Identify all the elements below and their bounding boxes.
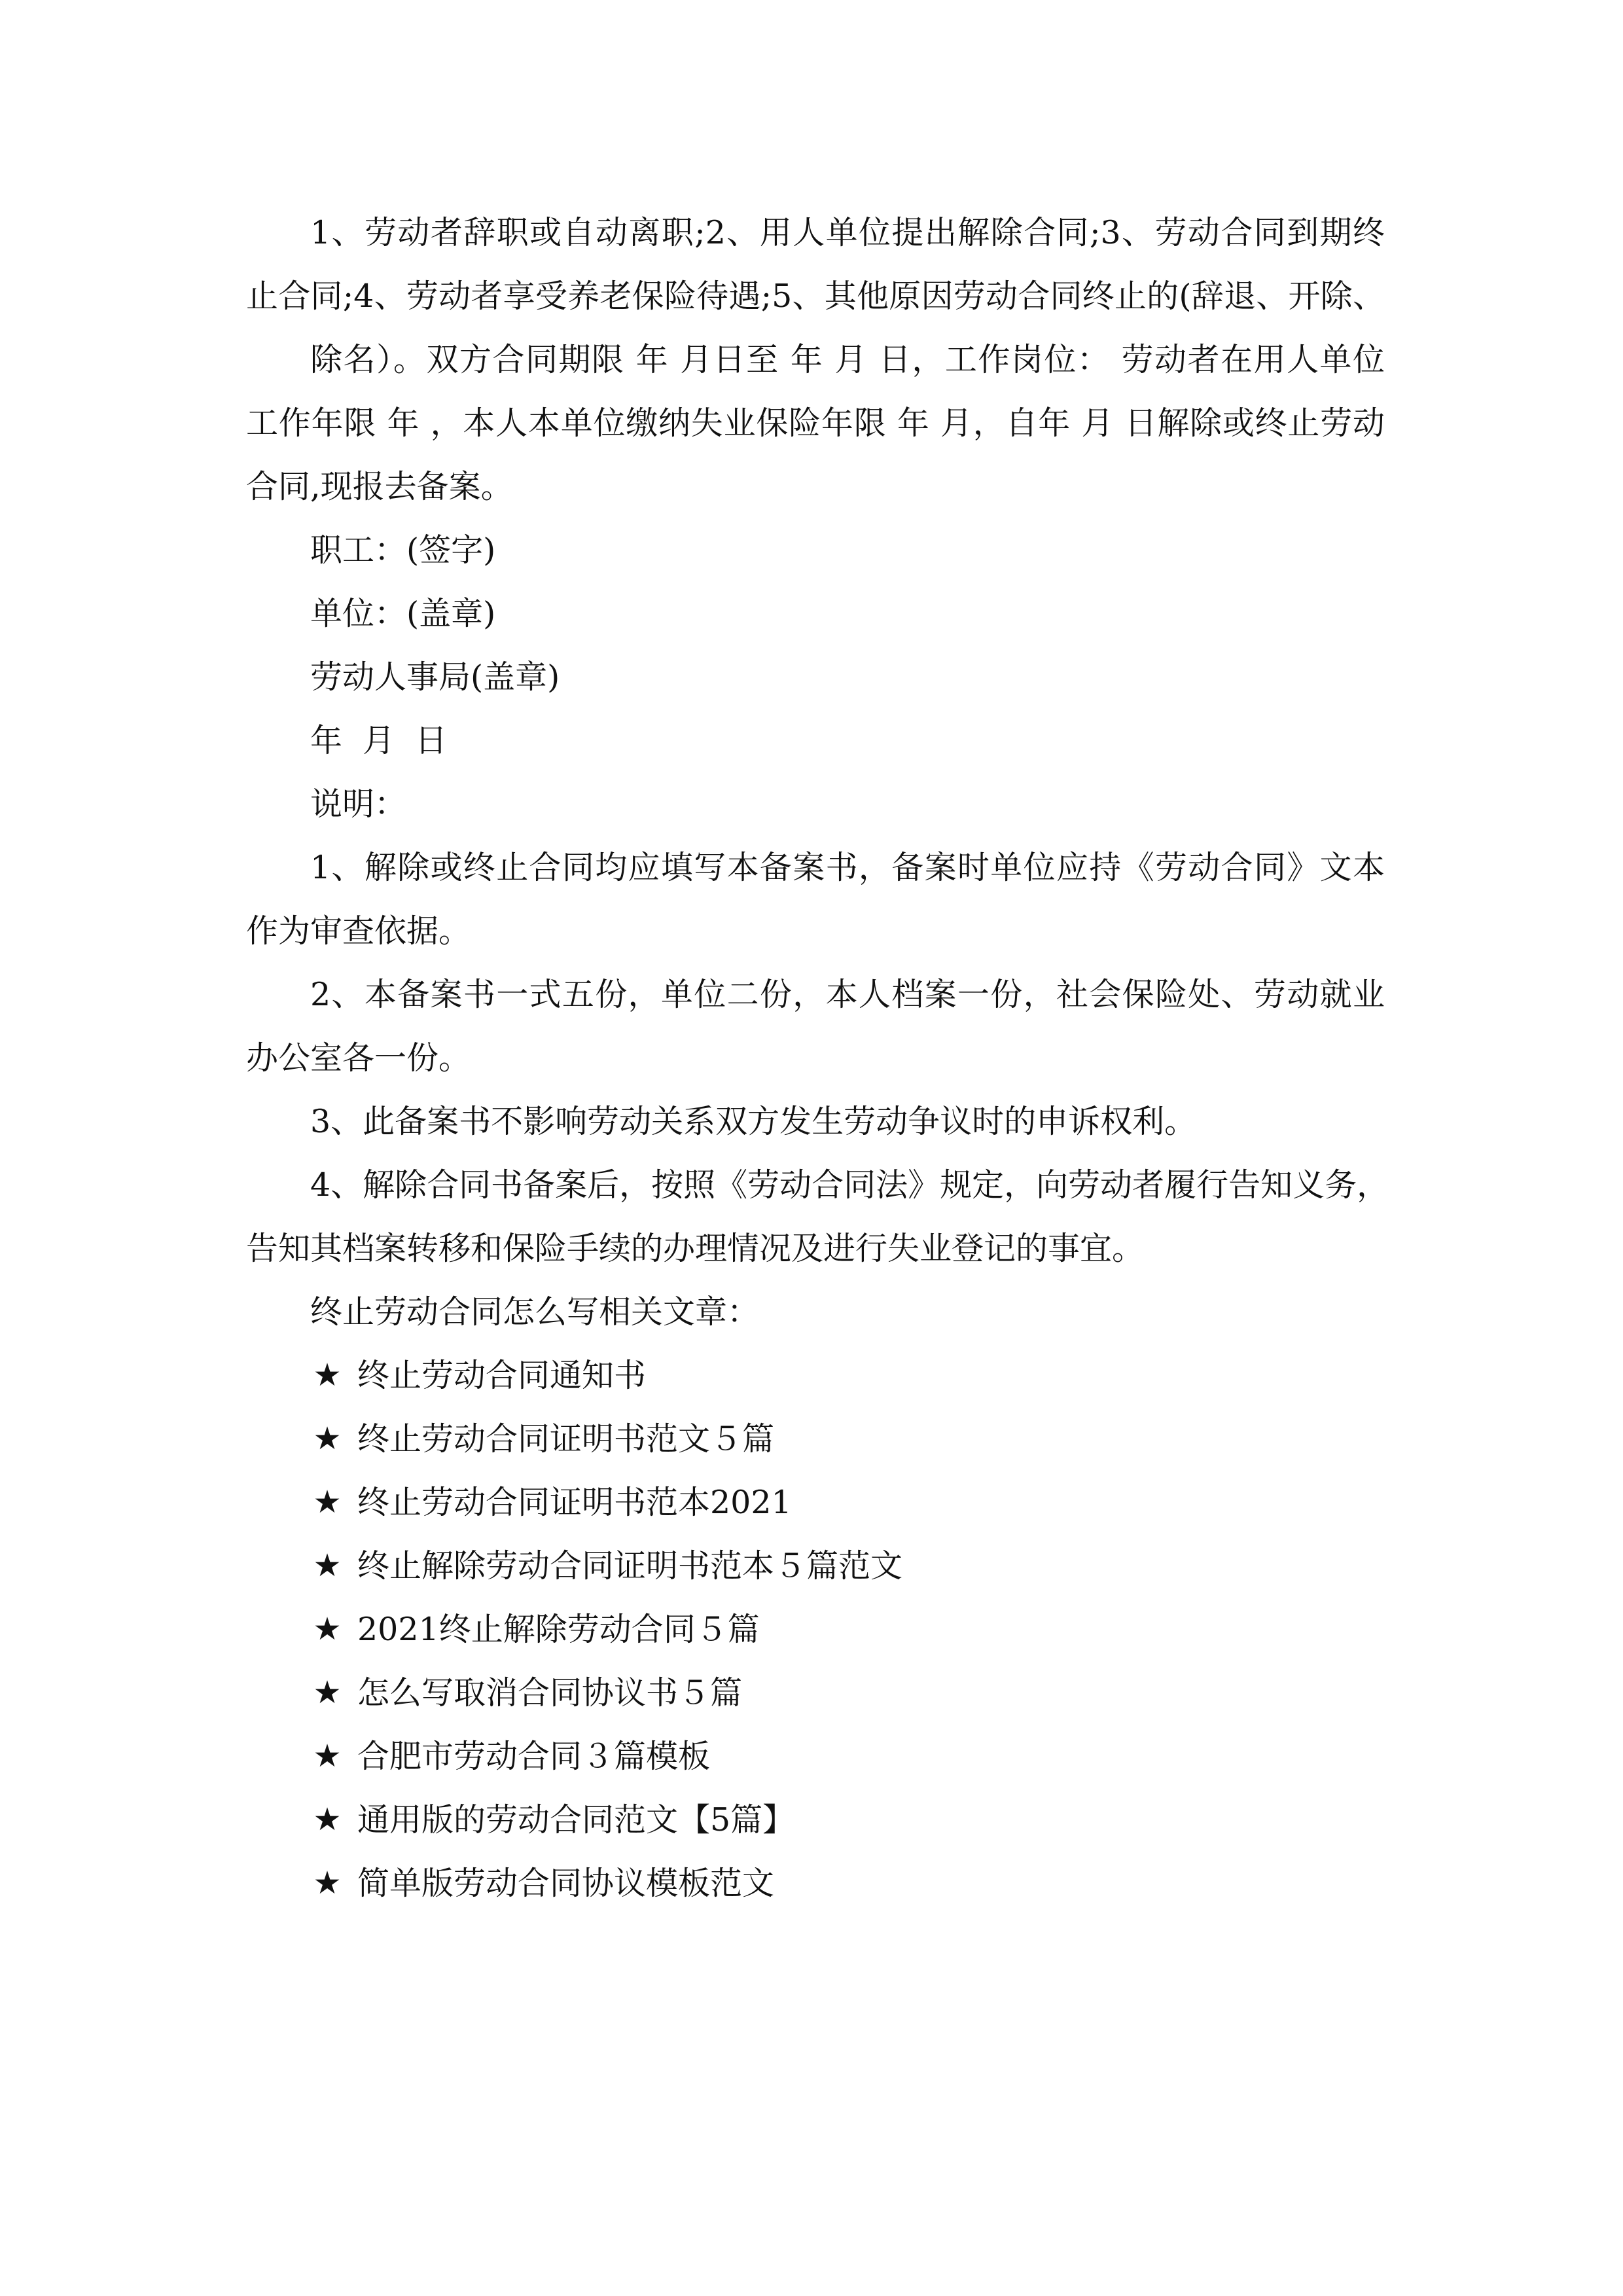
related-article-link[interactable]: 2021终止解除劳动合同５篇 (357, 1611, 760, 1648)
related-article-link[interactable]: 合肥市劳动合同３篇模板 (357, 1738, 711, 1775)
star-icon: ★ (313, 1801, 342, 1838)
related-article-5[interactable] (246, 1598, 1385, 1661)
intro-line-5: 合同,现报去备案。 (246, 468, 513, 505)
signature-employee: 职工：(签字) (310, 531, 496, 569)
note-4-line-1: 4、解除合同书备案后，按照《劳动合同法》规定，向劳动者履行告知义务， (310, 1166, 1389, 1204)
star-icon: ★ (313, 1865, 342, 1901)
related-article-2[interactable] (246, 1407, 1385, 1471)
related-heading: 终止劳动合同怎么写相关文章： (310, 1293, 760, 1331)
related-article-1[interactable] (246, 1344, 1385, 1407)
note-1-line-1: 1、解除或终止合同均应填写本备案书，备案时单位应持《劳动合同》文本 (310, 849, 1385, 886)
related-article-3[interactable] (246, 1471, 1385, 1534)
document-body (246, 201, 1389, 1915)
star-icon: ★ (313, 1738, 342, 1774)
related-article-link[interactable]: 简单版劳动合同协议模板范文 (357, 1865, 775, 1902)
related-article-8[interactable] (246, 1788, 1385, 1852)
notes-heading: 说明： (310, 785, 407, 823)
note-2-line-1: 2、本备案书一式五份，单位二份，本人档案一份，社会保险处、劳动就业 (310, 976, 1385, 1013)
star-icon: ★ (313, 1484, 342, 1520)
related-article-link[interactable]: 终止劳动合同通知书 (357, 1357, 647, 1394)
note-3-line-1: 3、此备案书不影响劳动关系双方发生劳动争议时的申诉权利。 (310, 1103, 1197, 1140)
star-icon: ★ (313, 1547, 342, 1584)
related-article-link[interactable]: 终止劳动合同证明书范文５篇 (357, 1420, 775, 1458)
related-article-link[interactable]: 终止解除劳动合同证明书范本５篇范文 (357, 1547, 903, 1585)
related-article-7[interactable] (246, 1725, 1385, 1788)
related-article-4[interactable] (246, 1534, 1385, 1598)
related-article-9[interactable] (246, 1852, 1385, 1915)
star-icon: ★ (313, 1357, 342, 1393)
star-icon: ★ (313, 1420, 342, 1457)
related-article-link[interactable]: 怎么写取消合同协议书５篇 (357, 1674, 743, 1712)
intro-line-1: 1、劳动者辞职或自动离职;2、用人单位提出解除合同;3、劳动合同到期终 (310, 214, 1385, 251)
intro-line-4: 工作年限 年 ，本人本单位缴纳失业保险年限 年 月，自年 月 日解除或终止劳动 (246, 404, 1385, 442)
signature-unit: 单位：(盖章) (310, 595, 496, 632)
related-article-link[interactable]: 通用版的劳动合同范文【5篇】 (357, 1801, 795, 1839)
intro-line-3: 除名）。双方合同期限 年 月日至 年 月 日，工作岗位： 劳动者在用人单位 (310, 341, 1385, 378)
signature-date: 年 月 日 (310, 722, 448, 759)
note-4-line-2: 告知其档案转移和保险手续的办理情况及进行失业登记的事宜。 (246, 1230, 1145, 1267)
signature-bureau: 劳动人事局(盖章) (310, 658, 560, 696)
star-icon: ★ (313, 1674, 342, 1711)
star-icon: ★ (313, 1611, 342, 1647)
intro-line-2: 止合同;4、劳动者享受养老保险待遇;5、其他原因劳动合同终止的(辞退、开除、 (246, 278, 1385, 315)
note-1-line-2: 作为审查依据。 (246, 912, 471, 950)
related-article-link[interactable]: 终止劳动合同证明书范本2021 (357, 1484, 792, 1521)
related-article-6[interactable] (246, 1661, 1385, 1725)
note-2-line-2: 办公室各一份。 (246, 1039, 471, 1077)
